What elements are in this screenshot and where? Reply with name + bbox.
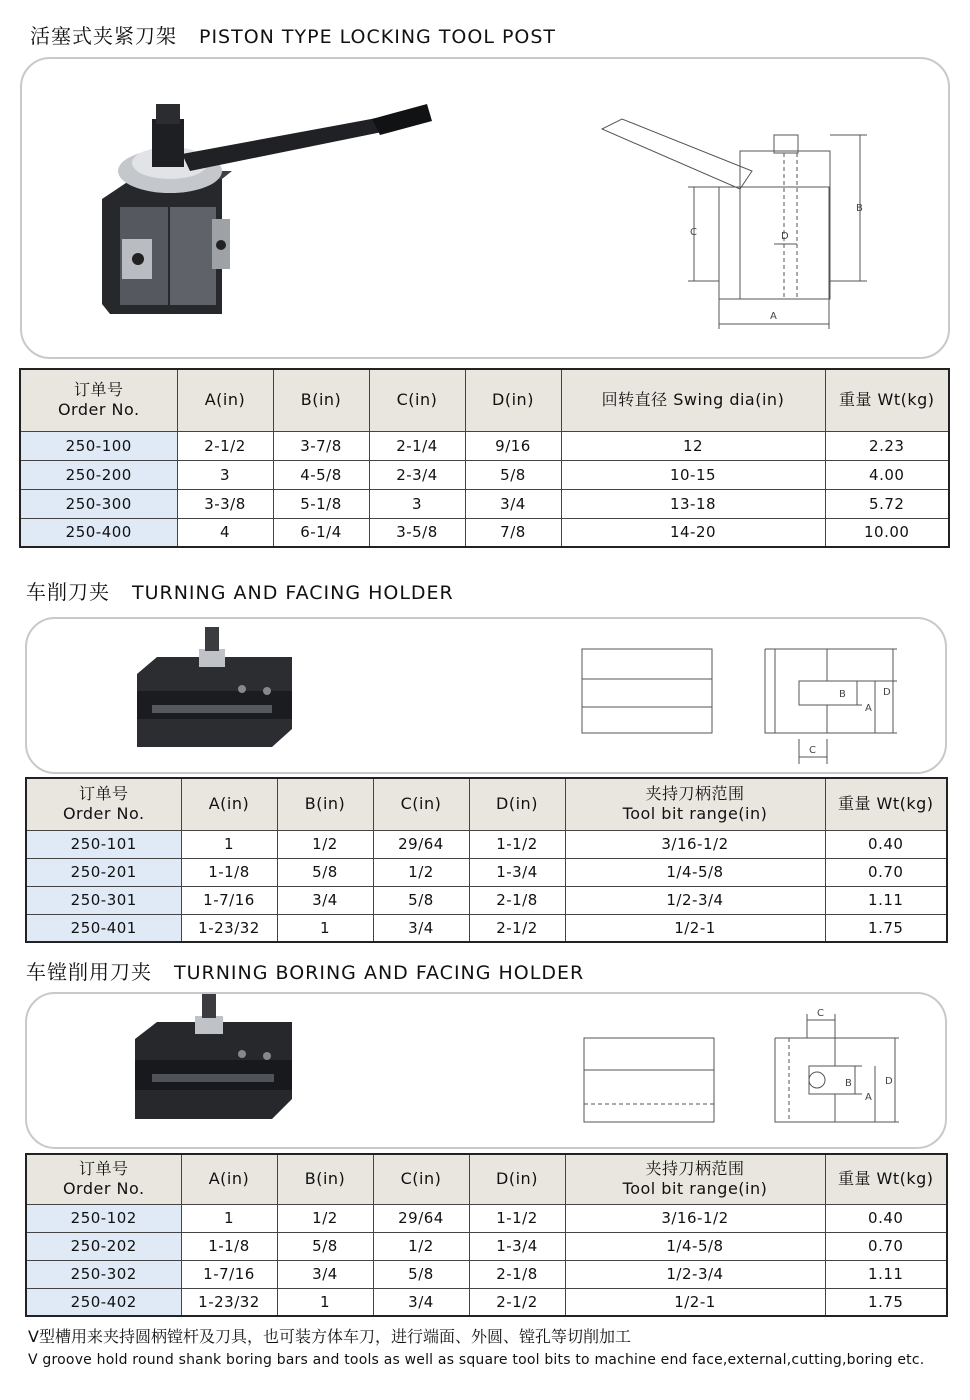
col-header-c: C(in) — [369, 369, 465, 431]
cell: 1-23/32 — [181, 914, 277, 942]
col-header-order: 订单号 Order No. — [26, 1154, 181, 1204]
title-en: TURNING BORING AND FACING HOLDER — [174, 962, 585, 984]
col-header-b: B(in) — [277, 1154, 373, 1204]
cell: 2-1/8 — [469, 1260, 565, 1288]
cell-order-no: 250-102 — [26, 1204, 181, 1232]
dim-label-b: B — [856, 203, 863, 214]
footer-note-cn: V型槽用来夹持圆柄镗杆及刀具，也可装方体车刀，进行端面、外圆、镗孔等切削加工 — [28, 1327, 631, 1346]
title-en: PISTON TYPE LOCKING TOOL POST — [199, 26, 557, 48]
cell: 3/4 — [373, 914, 469, 942]
table-header-row — [26, 778, 947, 830]
cell: 2-1/2 — [469, 1288, 565, 1316]
cell: 1-3/4 — [469, 858, 565, 886]
cell: 5/8 — [373, 886, 469, 914]
piston-post-illustration — [22, 59, 948, 357]
table-row — [26, 1260, 947, 1288]
col-header-d: D(in) — [469, 1154, 565, 1204]
cell: 1-1/2 — [469, 830, 565, 858]
col-header-weight: 重量 Wt(kg) — [825, 1154, 947, 1204]
cell: 2-1/2 — [469, 914, 565, 942]
dim-label-a: A — [865, 1092, 872, 1103]
cell-order-no: 250-302 — [26, 1260, 181, 1288]
table-row — [26, 1204, 947, 1232]
cell-order-no: 250-100 — [20, 431, 177, 460]
turning-holder-photo — [137, 627, 292, 747]
cell: 5.72 — [825, 489, 949, 518]
cell: 3/4 — [277, 886, 373, 914]
col-header-tool-range: 夹持刀柄范围 Tool bit range(in) — [565, 1154, 825, 1204]
cell-order-no: 250-301 — [26, 886, 181, 914]
cell: 1-1/8 — [181, 858, 277, 886]
cell: 3-3/8 — [177, 489, 273, 518]
cell-order-no: 250-401 — [26, 914, 181, 942]
table-row — [26, 1288, 947, 1316]
table-row — [20, 518, 949, 547]
dim-label-b: B — [839, 689, 846, 700]
cell: 1/4-5/8 — [565, 858, 825, 886]
cell: 1/2-1 — [565, 1288, 825, 1316]
col-header-d: D(in) — [465, 369, 561, 431]
cell: 1/2-3/4 — [565, 886, 825, 914]
cell: 1-1/8 — [181, 1232, 277, 1260]
col-header-c: C(in) — [373, 1154, 469, 1204]
cell: 3/4 — [373, 1288, 469, 1316]
dim-label-d: D — [781, 231, 789, 242]
cell: 3-7/8 — [273, 431, 369, 460]
cell: 9/16 — [465, 431, 561, 460]
cell: 1.11 — [825, 1260, 947, 1288]
cell-order-no: 250-201 — [26, 858, 181, 886]
cell: 4 — [177, 518, 273, 547]
boring-holder-photo — [135, 994, 292, 1119]
cell: 2-1/2 — [177, 431, 273, 460]
cell: 0.40 — [825, 1204, 947, 1232]
table-row — [26, 886, 947, 914]
col-header-order: 订单号 Order No. — [20, 369, 177, 431]
cell: 2.23 — [825, 431, 949, 460]
cell: 29/64 — [373, 830, 469, 858]
cell: 1/2 — [277, 1204, 373, 1232]
section-title-boring-holder — [26, 956, 584, 985]
cell: 1-7/16 — [181, 1260, 277, 1288]
cell: 10.00 — [825, 518, 949, 547]
dim-label-a: A — [770, 311, 777, 322]
title-cn: 车削刀夹 — [26, 580, 110, 604]
col-header-swing: 回转直径 Swing dia(in) — [561, 369, 825, 431]
cell: 0.70 — [825, 1232, 947, 1260]
cell: 1.11 — [825, 886, 947, 914]
table-header-row — [26, 1154, 947, 1204]
dim-label-c: C — [817, 1008, 824, 1019]
cell: 1 — [277, 1288, 373, 1316]
cell: 1/2 — [277, 830, 373, 858]
table-header-row — [20, 369, 949, 431]
dim-label-a: A — [865, 703, 872, 714]
cell: 2-3/4 — [369, 460, 465, 489]
title-cn: 车镗削用刀夹 — [26, 960, 152, 984]
col-header-a: A(in) — [181, 778, 277, 830]
turning-holder-dimension-drawing — [582, 649, 897, 764]
cell: 1.75 — [825, 1288, 947, 1316]
cell: 2-1/8 — [469, 886, 565, 914]
cell: 5/8 — [373, 1260, 469, 1288]
cell: 1 — [181, 1204, 277, 1232]
cell-order-no: 250-101 — [26, 830, 181, 858]
cell: 1-7/16 — [181, 886, 277, 914]
cell: 0.40 — [825, 830, 947, 858]
dim-label-c: C — [690, 227, 697, 238]
table-row — [26, 914, 947, 942]
col-header-weight: 重量 Wt(kg) — [825, 778, 947, 830]
product-panel-turning-holder — [25, 617, 947, 774]
boring-holder-dimension-drawing — [584, 1014, 899, 1122]
table-row — [26, 858, 947, 886]
dim-label-d: D — [885, 1076, 893, 1087]
cell-order-no: 250-400 — [20, 518, 177, 547]
title-en: TURNING AND FACING HOLDER — [132, 582, 454, 604]
table-row — [20, 460, 949, 489]
cell: 3-5/8 — [369, 518, 465, 547]
cell-order-no: 250-202 — [26, 1232, 181, 1260]
boring-holder-illustration — [27, 994, 945, 1147]
col-header-c: C(in) — [373, 778, 469, 830]
section-title-piston-post — [30, 20, 556, 49]
spec-table-turning-holder — [25, 777, 948, 943]
cell: 5/8 — [465, 460, 561, 489]
cell: 3/4 — [277, 1260, 373, 1288]
spec-table-piston-post — [19, 368, 950, 548]
cell: 1 — [181, 830, 277, 858]
col-header-b: B(in) — [277, 778, 373, 830]
cell: 1/2 — [373, 858, 469, 886]
col-header-a: A(in) — [177, 369, 273, 431]
col-header-b: B(in) — [273, 369, 369, 431]
cell: 3/16-1/2 — [565, 830, 825, 858]
cell: 6-1/4 — [273, 518, 369, 547]
section-title-turning-holder — [26, 576, 454, 605]
cell-order-no: 250-200 — [20, 460, 177, 489]
footer-note-en: V groove hold round shank boring bars and tools as well as square tool bits to machine end face,external,cutting,boring etc. — [28, 1352, 925, 1368]
cell: 3/16-1/2 — [565, 1204, 825, 1232]
cell: 5/8 — [277, 1232, 373, 1260]
cell: 1/4-5/8 — [565, 1232, 825, 1260]
cell: 5/8 — [277, 858, 373, 886]
col-header-order: 订单号 Order No. — [26, 778, 181, 830]
cell: 3 — [369, 489, 465, 518]
cell: 5-1/8 — [273, 489, 369, 518]
table-row — [26, 1232, 947, 1260]
table-row — [20, 489, 949, 518]
cell: 14-20 — [561, 518, 825, 547]
col-header-weight: 重量 Wt(kg) — [825, 369, 949, 431]
table-row — [20, 431, 949, 460]
cell: 12 — [561, 431, 825, 460]
tool-post-photo — [102, 104, 432, 314]
dim-label-d: D — [883, 687, 891, 698]
title-cn: 活塞式夹紧刀架 — [30, 24, 177, 48]
cell-order-no: 250-300 — [20, 489, 177, 518]
cell: 1-3/4 — [469, 1232, 565, 1260]
spec-table-boring-holder — [25, 1153, 948, 1317]
col-header-d: D(in) — [469, 778, 565, 830]
cell: 4.00 — [825, 460, 949, 489]
turning-holder-illustration — [27, 619, 945, 772]
cell: 1/2-3/4 — [565, 1260, 825, 1288]
cell: 7/8 — [465, 518, 561, 547]
cell: 0.70 — [825, 858, 947, 886]
cell: 3 — [177, 460, 273, 489]
cell: 1-1/2 — [469, 1204, 565, 1232]
cell: 10-15 — [561, 460, 825, 489]
col-header-a: A(in) — [181, 1154, 277, 1204]
cell: 13-18 — [561, 489, 825, 518]
dim-label-b: B — [845, 1078, 852, 1089]
col-header-tool-range: 夹持刀柄范围 Tool bit range(in) — [565, 778, 825, 830]
cell: 1-23/32 — [181, 1288, 277, 1316]
piston-post-dimension-drawing — [602, 119, 867, 329]
cell-order-no: 250-402 — [26, 1288, 181, 1316]
cell: 29/64 — [373, 1204, 469, 1232]
cell: 4-5/8 — [273, 460, 369, 489]
cell: 1/2-1 — [565, 914, 825, 942]
cell: 1.75 — [825, 914, 947, 942]
product-panel-piston-post — [20, 57, 950, 359]
cell: 1 — [277, 914, 373, 942]
cell: 2-1/4 — [369, 431, 465, 460]
product-panel-boring-holder — [25, 992, 947, 1149]
dim-label-c: C — [809, 745, 816, 756]
cell: 3/4 — [465, 489, 561, 518]
table-row — [26, 830, 947, 858]
cell: 1/2 — [373, 1232, 469, 1260]
